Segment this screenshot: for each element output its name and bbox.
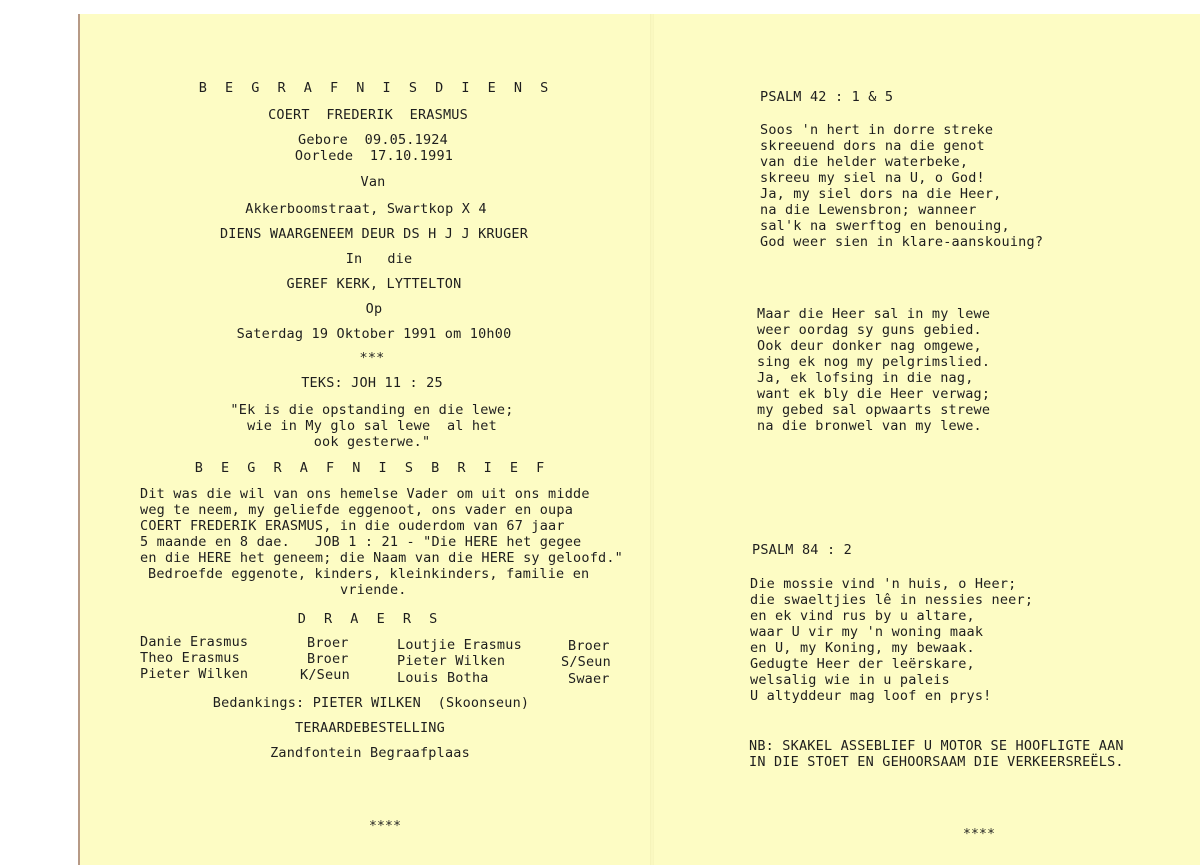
psalm-42-line: Maar die Heer sal in my lewe [757, 306, 991, 322]
psalm-84-line: welsalig wie in u paleis [750, 672, 950, 688]
bearer-relation: K/Seun [300, 667, 350, 683]
on-label: Op [365, 301, 383, 317]
from-label: Van [360, 174, 386, 190]
notice-line: en die HERE het geneem; die Naam van die HERE sy geloofd." [140, 550, 624, 566]
bearer-relation: Broer [568, 638, 610, 654]
notice-line: Dit was die wil van ons hemelse Vader om uit ons midde [140, 486, 590, 502]
acknowledgements: Bedankings: PIETER WILKEN (Skoonseun) [212, 695, 530, 711]
traffic-notice-line: IN DIE STOET EN GEHOORSAAM DIE VERKEERSREËLS. [749, 754, 1124, 770]
psalm-42-line: God weer sien in klare-aanskouing? [760, 234, 1044, 250]
psalm-84-line: en U, my Koning, my bewaak. [750, 640, 975, 656]
quote-line: "Ek is die opstanding en die lewe; [230, 402, 514, 418]
psalm-84-line: die swaeltjies lê in nessies neer; [750, 592, 1034, 608]
psalm-42-title: PSALM 42 : 1 & 5 [760, 89, 894, 105]
psalm-42-line: Ook deur donker nag omgewe, [757, 338, 982, 354]
birth-date: Gebore 09.05.1924 [298, 132, 448, 148]
burial-title: TERAARDEBESTELLING [295, 720, 445, 736]
bearer-name: Theo Erasmus [140, 650, 240, 666]
in-label: In die [345, 251, 413, 267]
psalm-84-line: en ek vind rus by u altare, [750, 608, 975, 624]
psalm-42-line: sing ek nog my pelgrimslied. [757, 354, 991, 370]
cemetery: Zandfontein Begraafplaas [270, 745, 470, 761]
psalm-84-line: waar U vir my 'n woning maak [750, 624, 984, 640]
notice-line: 5 maande en 8 dae. JOB 1 : 21 - "Die HERE het gegee [140, 534, 582, 550]
scripture-reference: TEKS: JOH 11 : 25 [301, 375, 443, 391]
page-fold [650, 14, 654, 865]
psalm-84-title: PSALM 84 : 2 [752, 542, 852, 558]
end-mark: **** [369, 819, 402, 834]
notice-line: COERT FREDERIK ERASMUS, in die ouderdom van 67 jaar [140, 518, 565, 534]
psalm-42-line: van die helder waterbeke, [760, 154, 969, 170]
separator: *** [359, 350, 385, 366]
bearer-relation: Swaer [568, 671, 610, 687]
psalm-42-line: na die Lewensbron; wanneer [760, 202, 977, 218]
bearers-title: D R A E R S [297, 611, 443, 627]
bearer-name: Danie Erasmus [140, 634, 249, 650]
notice-line: vriende. [340, 582, 407, 598]
church: GEREF KERK, LYTTELTON [286, 276, 462, 292]
bearer-relation: Broer [307, 635, 349, 651]
psalm-42-line: skreeuend dors na die genot [760, 138, 985, 154]
psalm-42-line: want ek bly die Heer verwag; [757, 386, 991, 402]
psalm-42-line: na die bronwel van my lewe. [757, 418, 982, 434]
psalm-42-line: Ja, my siel dors na die Heer, [760, 186, 1002, 202]
service-title: B E G R A F N I S D I E N S [198, 80, 554, 96]
bearer-name: Louis Botha [397, 670, 489, 686]
address: Akkerboomstraat, Swartkop X 4 [245, 201, 487, 217]
deceased-name: COERT FREDERIK ERASMUS [268, 107, 468, 123]
officiant: DIENS WAARGENEEM DEUR DS H J J KRUGER [219, 226, 529, 242]
bearer-relation: S/Seun [561, 654, 611, 670]
quote-line: ook gesterwe." [313, 434, 431, 450]
quote-line: wie in My glo sal lewe al het [247, 418, 497, 434]
psalm-42-line: Ja, ek lofsing in die nag, [757, 370, 974, 386]
psalm-42-line: weer oordag sy guns gebied. [757, 322, 982, 338]
notice-title: B E G R A F N I S B R I E F [194, 460, 550, 476]
psalm-84-line: Gedugte Heer der leërskare, [750, 656, 975, 672]
bearer-name: Pieter Wilken [140, 666, 249, 682]
psalm-42-line: Soos 'n hert in dorre streke [760, 122, 994, 138]
bearer-relation: Broer [307, 651, 349, 667]
psalm-42-line: my gebed sal opwaarts strewe [757, 402, 991, 418]
bearer-name: Pieter Wilken [397, 653, 506, 669]
psalm-84-line: U altyddeur mag loof en prys! [750, 688, 992, 704]
notice-line: Bedroefde eggenote, kinders, kleinkinders, familie en [148, 566, 590, 582]
psalm-42-line: skreeu my siel na U, o God! [760, 170, 985, 186]
death-date: Oorlede 17.10.1991 [294, 148, 454, 164]
bearer-name: Loutjie Erasmus [397, 637, 522, 653]
traffic-notice-line: NB: SKAKEL ASSEBLIEF U MOTOR SE HOOFLIGTE AAN [749, 738, 1124, 754]
psalm-42-line: sal'k na swerftog en benouing, [760, 218, 1010, 234]
end-mark: **** [963, 827, 996, 842]
psalm-84-line: Die mossie vind 'n huis, o Heer; [750, 576, 1017, 592]
service-date-time: Saterdag 19 Oktober 1991 om 10h00 [236, 326, 512, 342]
notice-line: weg te neem, my geliefde eggenoot, ons vader en oupa [140, 502, 574, 518]
